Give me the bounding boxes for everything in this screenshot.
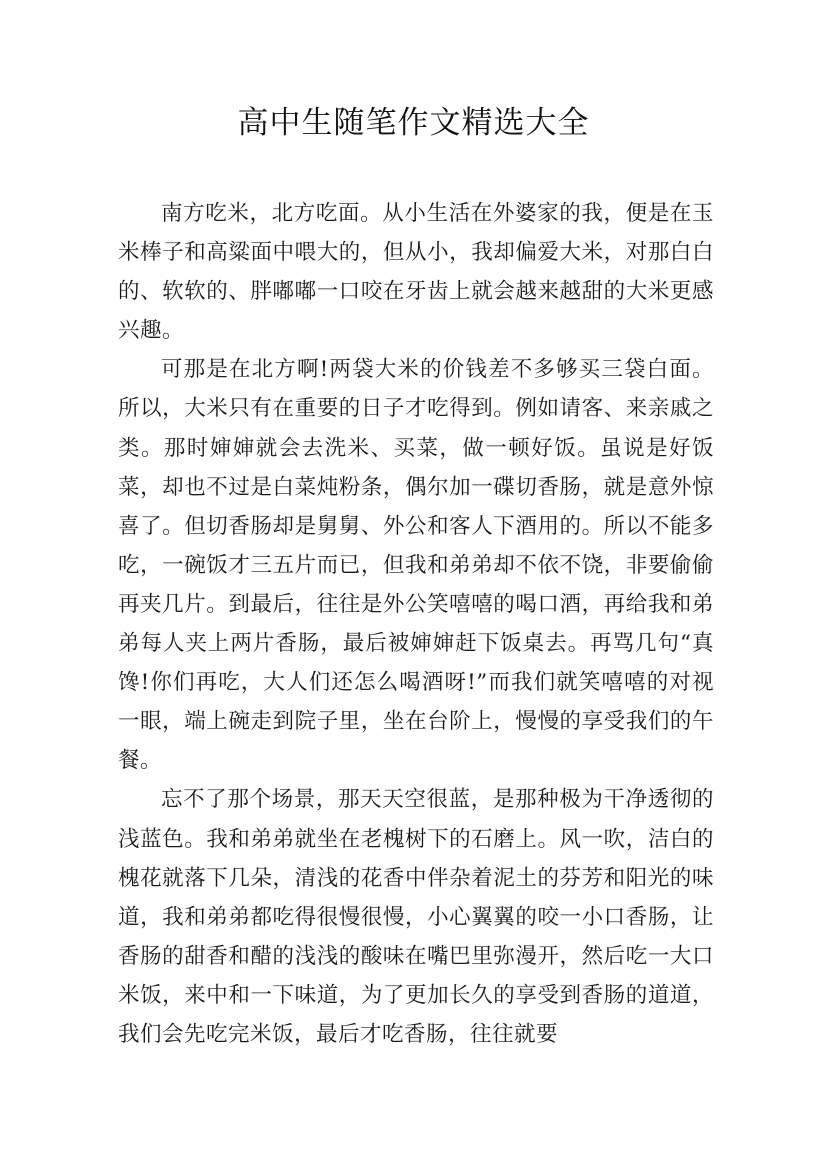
- paragraph-2: 可那是在北方啊!两袋大米的价钱差不多够买三袋白面。所以，大米只有在重要的日子才吃得到。例如请客、来亲戚之类。那时婶婶就会去洗米、买菜，做一顿好饭。虽说是好饭菜，却也不过是白菜炖粉条，偶尔加一碟切香肠，就是意外惊喜了。但切香肠却是舅舅、外公和客人下酒用的。所以不能多吃，一碗饭才三五片而已，但我和弟弟却不依不饶，非要偷偷再夹几片。到最后，往往是外公笑嘻嘻的喝口酒，再给我和弟弟每人夹上两片香肠，最后被婶婶赶下饭桌去。再骂几句“真馋!你们再吃，大人们还怎么喝酒呀!”而我们就笑嘻嘻的对视一眼，端上碗走到院子里，坐在台阶上，慢慢的享受我们的午餐。: [118, 357, 714, 774]
- page-title: 高中生随笔作文精选大全: [237, 105, 590, 141]
- paragraph-1: 南方吃米，北方吃面。从小生活在外婆家的我，便是在玉米棒子和高粱面中喂大的，但从小，我却偏爱大米，对那白白的、软软的、胖嘟嘟一口咬在牙齿上就会越来越甜的大米更感兴趣。: [118, 201, 714, 344]
- paragraph-3: 忘不了那个场景，那天天空很蓝，是那种极为干净透彻的浅蓝色。我和弟弟就坐在老槐树下的石磨上。风一吹，洁白的槐花就落下几朵，清浅的花香中伴杂着泥土的芬芳和阳光的味道，我和弟弟都吃得很慢很慢，小心翼翼的咬一小口香肠，让香肠的甜香和醋的浅浅的酸味在嘴巴里弥漫开，然后吃一大口米饭，来中和一下味道，为了更加长久的享受到香肠的道道，我们会先吃完米饭，最后才吃香肠，往往就要: [118, 787, 714, 1047]
- article-body: [118, 194, 714, 1054]
